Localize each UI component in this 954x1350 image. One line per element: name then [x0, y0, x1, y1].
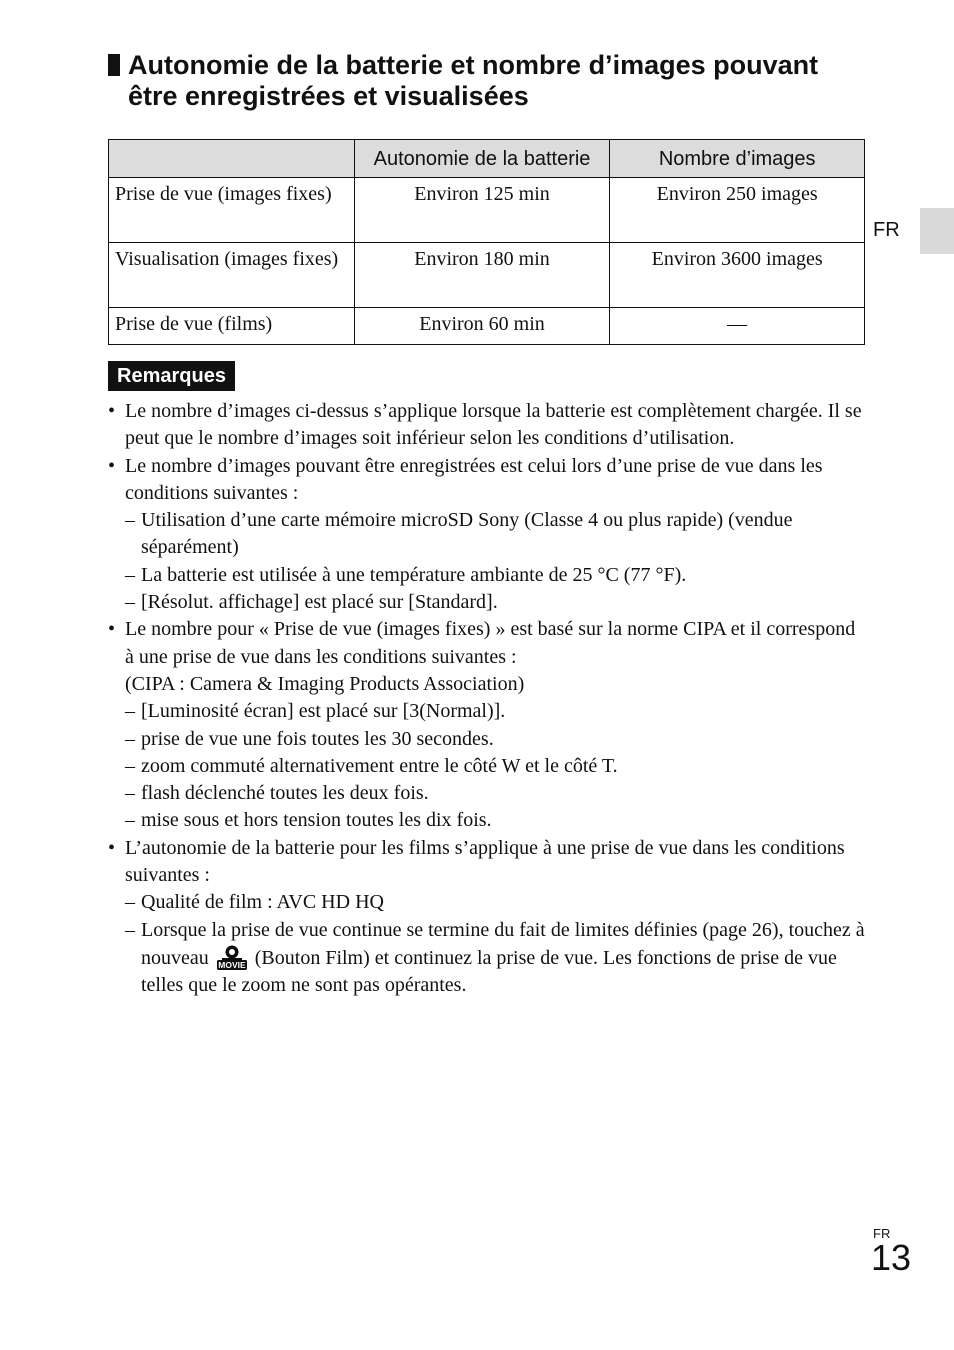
heading-marker	[108, 54, 120, 76]
notes-title: Remarques	[108, 361, 235, 391]
heading-line-1: Autonomie de la batterie et nombre d’images pouvant	[128, 50, 819, 80]
sub-item	[108, 589, 868, 616]
row-label: Visualisation (images fixes)	[109, 243, 355, 308]
row-images: —	[610, 308, 865, 345]
note-text: Le nombre d’images ci-dessus s’applique lorsque la batterie est complètement chargée. Il se peut que le nombre d’images soit inférieur selon les conditions d’utilisation.	[125, 400, 862, 450]
sub-item	[108, 753, 868, 780]
sub-item	[108, 562, 868, 589]
notes-list	[108, 398, 868, 1000]
bullet-mark: •	[108, 400, 116, 422]
dash-mark: –	[125, 782, 135, 805]
heading-line-2: être enregistrées et visualisées	[128, 81, 529, 111]
cipa-note: (CIPA : Camera & Imaging Products Association)	[125, 672, 525, 695]
row-label: Prise de vue (films)	[109, 308, 355, 345]
sub-text-after-icon: (Bouton Film) et continuez la prise de vue. Les fonctions de prise de vue telles que le zoom ne sont pas opérantes.	[141, 946, 837, 997]
sub-text: Qualité de film : AVC HD HQ	[141, 891, 384, 914]
language-side-label: FR	[873, 219, 900, 241]
sub-item	[108, 507, 868, 562]
table-row	[109, 178, 865, 243]
row-label: Prise de vue (images fixes)	[109, 178, 355, 243]
list-item	[108, 616, 868, 671]
sub-text: [Résolut. affichage] est placé sur [Standard].	[141, 591, 498, 614]
page-language: FR	[873, 1226, 891, 1241]
dash-mark: –	[125, 509, 135, 532]
language-side-tab	[920, 208, 954, 254]
row-autonomy: Environ 125 min	[354, 178, 610, 243]
row-images: Environ 3600 images	[610, 243, 865, 308]
sub-text: Utilisation d’une carte mémoire microSD Sony (Classe 4 ou plus rapide) (vendue séparément)	[141, 509, 793, 559]
dash-mark: –	[125, 809, 135, 832]
sub-item	[108, 780, 868, 807]
movie-button-icon	[216, 944, 248, 970]
table-header-autonomy: Autonomie de la batterie	[354, 140, 610, 178]
sub-text: [Luminosité écran] est placé sur [3(Normal)].	[141, 700, 506, 723]
table-row	[109, 243, 865, 308]
dash-mark: –	[125, 700, 135, 723]
movie-icon-text: MOVIE	[218, 960, 246, 970]
table-header-row	[109, 140, 865, 178]
note-text: Le nombre pour « Prise de vue (images fixes) » est basé sur la norme CIPA et il correspond à une prise de vue dans les conditions suivantes :	[125, 618, 856, 668]
table-header-images: Nombre d’images	[610, 140, 865, 178]
row-autonomy: Environ 180 min	[354, 243, 610, 308]
sub-text: mise sous et hors tension toutes les dix fois.	[141, 809, 492, 832]
dash-mark: –	[125, 591, 135, 614]
table-header-empty	[109, 140, 355, 178]
sub-item	[108, 807, 868, 834]
note-text: Le nombre d’images pouvant être enregistrées est celui lors d’une prise de vue dans les conditions suivantes :	[125, 454, 823, 504]
dash-mark: –	[125, 563, 135, 586]
list-item	[108, 835, 868, 890]
dash-mark: –	[125, 754, 135, 777]
sub-item	[108, 889, 868, 916]
note-text: L’autonomie de la batterie pour les films s’applique à une prise de vue dans les conditions suivantes :	[125, 836, 845, 887]
sub-text: zoom commuté alternativement entre le côté W et le côté T.	[141, 754, 618, 777]
list-item	[108, 453, 868, 508]
table-row	[109, 308, 865, 345]
sub-item	[108, 726, 868, 753]
page-number: 13	[871, 1237, 912, 1278]
sub-item	[108, 917, 868, 1000]
sub-text: prise de vue une fois toutes les 30 secondes.	[141, 727, 494, 750]
sub-item	[108, 698, 868, 725]
dash-mark: –	[125, 918, 135, 941]
sub-text: La batterie est utilisée à une température ambiante de 25 °C (77 °F).	[141, 563, 687, 586]
list-item	[108, 398, 868, 453]
row-images: Environ 250 images	[610, 178, 865, 243]
bullet-mark: •	[108, 454, 116, 477]
bullet-mark: •	[108, 618, 116, 641]
dash-mark: –	[125, 727, 135, 750]
battery-table	[108, 139, 865, 345]
row-autonomy: Environ 60 min	[354, 308, 610, 345]
section-heading	[108, 50, 888, 112]
bullet-mark: •	[108, 836, 116, 859]
sub-text-before-icon: Lorsque la prise de vue continue se termine du fait de limites définies (page 26), touchez à nouveau	[141, 918, 865, 969]
dash-mark: –	[125, 891, 135, 914]
sub-text: flash déclenché toutes les deux fois.	[141, 782, 429, 805]
